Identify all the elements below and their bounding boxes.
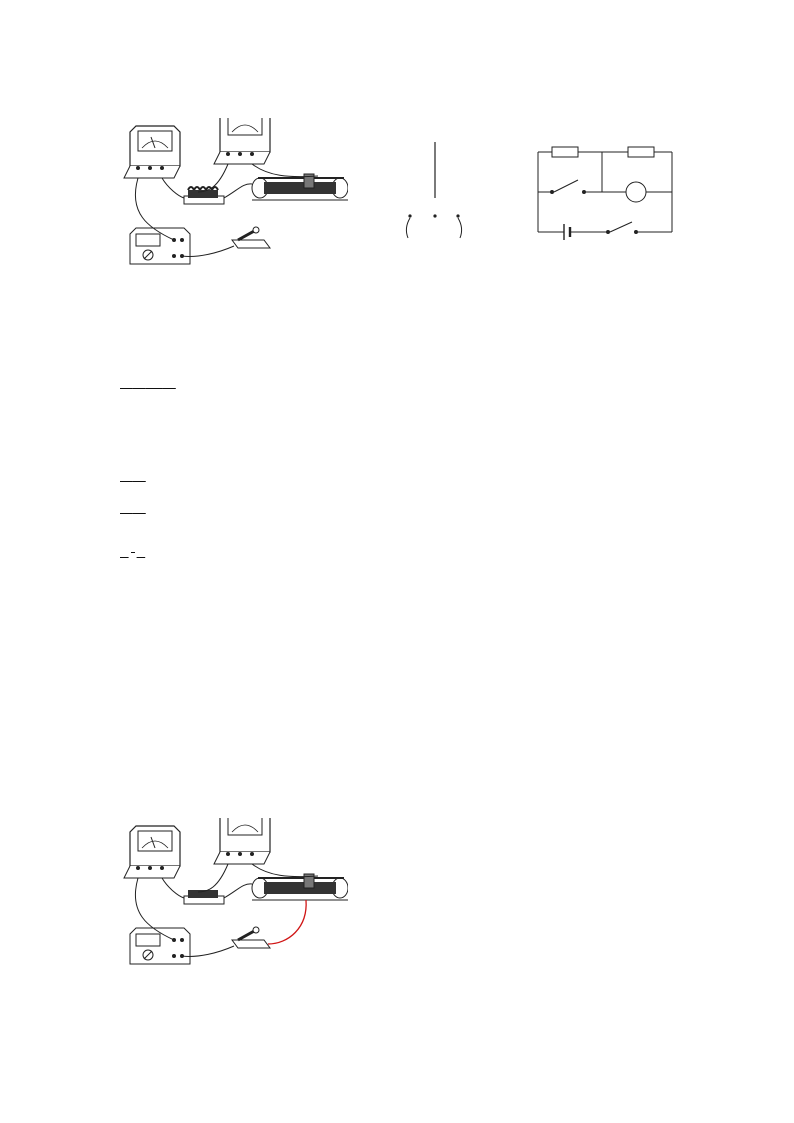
power-supply xyxy=(130,228,190,264)
formula-fraction xyxy=(131,552,135,553)
resistor-rx xyxy=(628,147,654,157)
terminal-lead xyxy=(458,218,462,238)
knife-switch xyxy=(232,227,270,248)
voltmeter-symbol xyxy=(626,182,646,202)
figure-3-circuit xyxy=(528,124,688,254)
power-supply xyxy=(130,928,190,964)
figure-2-meter-scale xyxy=(348,128,528,248)
rheostat xyxy=(252,174,348,200)
voltmeter xyxy=(214,818,270,864)
question-2-line-b xyxy=(120,373,176,399)
switch-s1 xyxy=(554,180,578,192)
step-2-answer xyxy=(120,500,146,516)
wire xyxy=(198,864,228,892)
wire xyxy=(162,878,184,898)
wire xyxy=(224,184,252,198)
wire xyxy=(162,178,184,198)
step-3 xyxy=(120,536,145,574)
voltmeter xyxy=(214,118,270,164)
resistor-r0 xyxy=(552,147,578,157)
answer-current xyxy=(120,375,146,391)
step-2 xyxy=(120,498,146,524)
ammeter xyxy=(124,826,180,878)
figure-1-apparatus xyxy=(118,118,348,273)
added-red-wire xyxy=(268,900,306,944)
figure-1-solution xyxy=(118,818,348,973)
knife-switch xyxy=(232,927,270,948)
switch-s xyxy=(610,222,632,232)
resistor xyxy=(184,187,224,204)
rheostat xyxy=(252,874,348,900)
step-1-answer xyxy=(120,468,146,484)
terminal-lead xyxy=(406,218,410,238)
wire xyxy=(224,884,252,898)
answer-resistance xyxy=(146,375,176,391)
step-1 xyxy=(120,466,146,492)
resistor xyxy=(184,890,224,904)
ammeter xyxy=(124,126,180,178)
